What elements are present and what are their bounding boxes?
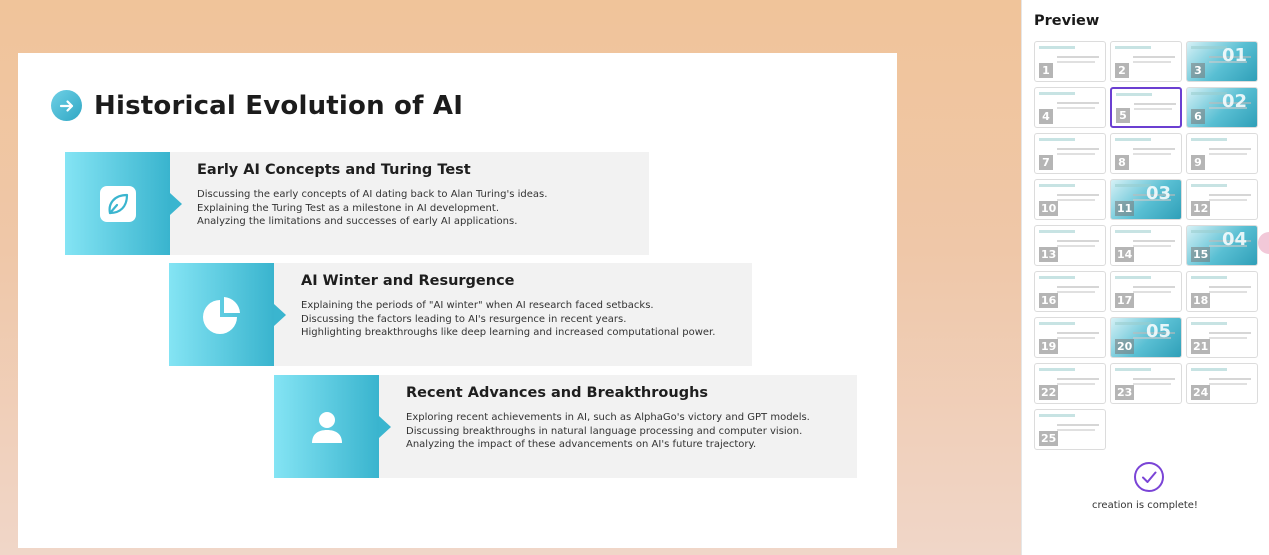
thumb-decoration: [1057, 61, 1095, 63]
thumb-decoration: [1039, 414, 1075, 417]
card-title: Early AI Concepts and Turing Test: [197, 162, 471, 178]
thumb-decoration: [1133, 291, 1171, 293]
thumb-decoration: [1115, 276, 1151, 279]
timeline-card-2[interactable]: [169, 263, 752, 366]
thumb-decoration: [1057, 194, 1099, 196]
thumb-decoration: [1133, 240, 1175, 242]
slide-title: Historical Evolution of AI: [94, 90, 464, 121]
thumb-decoration: [1039, 184, 1075, 187]
thumb-decoration: [1191, 322, 1227, 325]
thumb-decoration: [1209, 148, 1251, 150]
card-body: [170, 152, 649, 255]
thumb-decoration: [1039, 46, 1075, 49]
thumb-decoration: [1209, 378, 1251, 380]
thumb-decoration: [1115, 138, 1151, 141]
slide-thumbnail[interactable]: [1186, 133, 1258, 174]
thumb-decoration: [1133, 153, 1171, 155]
thumb-decoration: [1209, 291, 1247, 293]
thumb-page-number: 23: [1117, 386, 1133, 399]
card-title: Recent Advances and Breakthroughs: [406, 385, 709, 401]
card-line: Explaining the Turing Test as a milestone in AI development.: [197, 202, 499, 214]
thumb-decoration: [1115, 368, 1151, 371]
thumb-decoration: [1209, 194, 1251, 196]
thumb-decoration: [1209, 332, 1251, 334]
slide-thumbnail[interactable]: [1034, 179, 1106, 220]
card-line: Explaining the periods of "AI winter" when AI research faced setbacks.: [301, 300, 654, 311]
slide-thumbnail[interactable]: [1186, 179, 1258, 220]
slide-thumbnail[interactable]: [1186, 41, 1258, 82]
thumb-page-number: 18: [1193, 294, 1209, 307]
slide-thumbnail[interactable]: [1034, 363, 1106, 404]
thumb-page-number: 24: [1193, 386, 1209, 399]
thumb-section-number: 04: [1221, 229, 1247, 250]
thumb-decoration: [1115, 46, 1151, 49]
thumb-decoration: [1057, 286, 1099, 288]
thumb-decoration: [1057, 56, 1099, 58]
thumb-decoration: [1133, 383, 1171, 385]
thumb-decoration: [1057, 291, 1095, 293]
thumb-decoration: [1039, 138, 1075, 141]
thumb-decoration: [1039, 322, 1075, 325]
thumb-decoration: [1057, 153, 1095, 155]
card-line: Analyzing the limitations and successes of early AI applications.: [197, 216, 518, 227]
thumb-page-number: 3: [1191, 63, 1205, 78]
thumb-page-number: 15: [1193, 248, 1209, 261]
card-body: [274, 263, 752, 366]
thumb-page-number: 21: [1193, 340, 1209, 353]
timeline-card-1[interactable]: [65, 152, 649, 255]
thumb-page-number: 9: [1191, 155, 1205, 170]
thumb-decoration: [1039, 230, 1075, 233]
slide-thumbnail[interactable]: [1034, 317, 1106, 358]
thumb-page-number: 1: [1039, 63, 1053, 78]
thumb-page-number: 8: [1115, 155, 1129, 170]
card-line: Discussing the early concepts of AI dating back to Alan Turing's ideas.: [197, 189, 548, 200]
card-icon-box: [274, 375, 379, 478]
arrow-right-icon: [51, 90, 82, 121]
card-body: [379, 375, 857, 478]
timeline-card-3[interactable]: [274, 375, 857, 478]
leaf-icon: [98, 184, 138, 224]
thumb-decoration: [1133, 245, 1171, 247]
slide-thumbnail[interactable]: [1186, 363, 1258, 404]
thumb-page-number: 14: [1117, 248, 1133, 261]
thumb-decoration: [1057, 199, 1095, 201]
thumb-decoration: [1134, 103, 1176, 105]
thumb-decoration: [1057, 102, 1099, 104]
thumb-decoration: [1191, 138, 1227, 141]
card-line: Highlighting breakthroughs like deep learning and increased computational power.: [301, 327, 716, 338]
slide-canvas: [18, 53, 897, 548]
thumb-decoration: [1133, 56, 1175, 58]
card-title: AI Winter and Resurgence: [301, 273, 515, 289]
slide-thumbnail[interactable]: [1110, 225, 1182, 266]
thumb-decoration: [1209, 383, 1247, 385]
status-text: creation is complete!: [1092, 500, 1198, 511]
thumb-decoration: [1057, 107, 1095, 109]
thumb-decoration: [1039, 92, 1075, 95]
thumb-page-number: 6: [1191, 109, 1205, 124]
thumb-decoration: [1039, 276, 1075, 279]
thumb-decoration: [1133, 378, 1175, 380]
slide-thumbnail[interactable]: [1186, 225, 1258, 266]
thumb-decoration: [1133, 148, 1175, 150]
slide-thumbnail[interactable]: [1186, 271, 1258, 312]
card-line: Discussing the factors leading to AI's resurgence in recent years.: [301, 313, 627, 325]
thumb-decoration: [1209, 286, 1251, 288]
slide-thumbnail[interactable]: [1034, 87, 1106, 128]
slide-thumbnail[interactable]: [1110, 271, 1182, 312]
thumb-decoration: [1209, 153, 1247, 155]
thumb-page-number: 7: [1039, 155, 1053, 170]
thumb-decoration: [1115, 230, 1151, 233]
slide-thumbnail[interactable]: [1034, 225, 1106, 266]
card-icon-box: [169, 263, 274, 366]
thumb-section-number: 03: [1145, 183, 1171, 204]
thumb-section-number: 05: [1145, 321, 1171, 342]
slide-thumbnail[interactable]: [1034, 271, 1106, 312]
thumb-page-number: 10: [1041, 202, 1057, 215]
card-line: Discussing breakthroughs in natural language processing and computer vision.: [406, 425, 803, 437]
card-icon-box: [65, 152, 170, 255]
card-line: Analyzing the impact of these advancements on AI's future trajectory.: [406, 439, 757, 450]
thumb-decoration: [1116, 93, 1152, 96]
thumb-decoration: [1209, 337, 1247, 339]
slide-thumbnail[interactable]: [1034, 409, 1106, 450]
thumb-decoration: [1191, 184, 1227, 187]
thumb-page-number: 13: [1041, 248, 1057, 261]
thumb-decoration: [1209, 199, 1247, 201]
thumb-page-number: 25: [1041, 432, 1057, 445]
thumbnail-grid: [1034, 41, 1259, 450]
thumb-page-number: 17: [1117, 294, 1133, 307]
thumb-decoration: [1057, 383, 1095, 385]
panel-title: Preview: [1034, 13, 1100, 29]
slide-thumbnail[interactable]: [1034, 41, 1106, 82]
card-line: Exploring recent achievements in AI, such as AlphaGo's victory and GPT models.: [406, 412, 810, 423]
thumb-decoration: [1057, 332, 1099, 334]
thumb-decoration: [1057, 429, 1095, 431]
thumb-decoration: [1057, 148, 1099, 150]
thumb-decoration: [1057, 245, 1095, 247]
user-icon: [307, 407, 347, 447]
thumb-page-number: 4: [1039, 109, 1053, 124]
thumb-decoration: [1133, 61, 1171, 63]
slide-thumbnail[interactable]: [1110, 41, 1182, 82]
thumb-decoration: [1057, 424, 1099, 426]
thumb-page-number: 11: [1117, 202, 1133, 215]
slide-thumbnail[interactable]: [1186, 87, 1258, 128]
thumb-decoration: [1039, 368, 1075, 371]
slide-thumbnail[interactable]: [1110, 317, 1182, 358]
thumb-page-number: 20: [1117, 340, 1133, 353]
check-circle-icon: [1134, 462, 1164, 492]
slide-thumbnail[interactable]: [1110, 179, 1182, 220]
thumb-page-number: 16: [1041, 294, 1057, 307]
thumb-page-number: 2: [1115, 63, 1129, 78]
thumb-section-number: 01: [1221, 45, 1247, 66]
thumb-section-number: 02: [1221, 91, 1247, 112]
slide-thumbnail[interactable]: [1034, 133, 1106, 174]
thumb-decoration: [1191, 368, 1227, 371]
thumb-page-number: 22: [1041, 386, 1057, 399]
slide-thumbnail[interactable]: [1110, 363, 1182, 404]
slide-thumbnail[interactable]: [1186, 317, 1258, 358]
thumb-decoration: [1057, 337, 1095, 339]
slide-title-row: [51, 90, 463, 121]
pie-chart-icon: [201, 294, 243, 336]
thumb-page-number: 19: [1041, 340, 1057, 353]
thumb-page-number: 12: [1193, 202, 1209, 215]
thumb-decoration: [1133, 286, 1175, 288]
thumb-decoration: [1057, 240, 1099, 242]
thumb-decoration: [1057, 378, 1099, 380]
slide-thumbnail[interactable]: [1110, 133, 1182, 174]
thumb-decoration: [1191, 276, 1227, 279]
thumb-page-number: 5: [1116, 108, 1130, 123]
thumb-decoration: [1134, 108, 1172, 110]
slide-thumbnail[interactable]: [1110, 87, 1182, 128]
